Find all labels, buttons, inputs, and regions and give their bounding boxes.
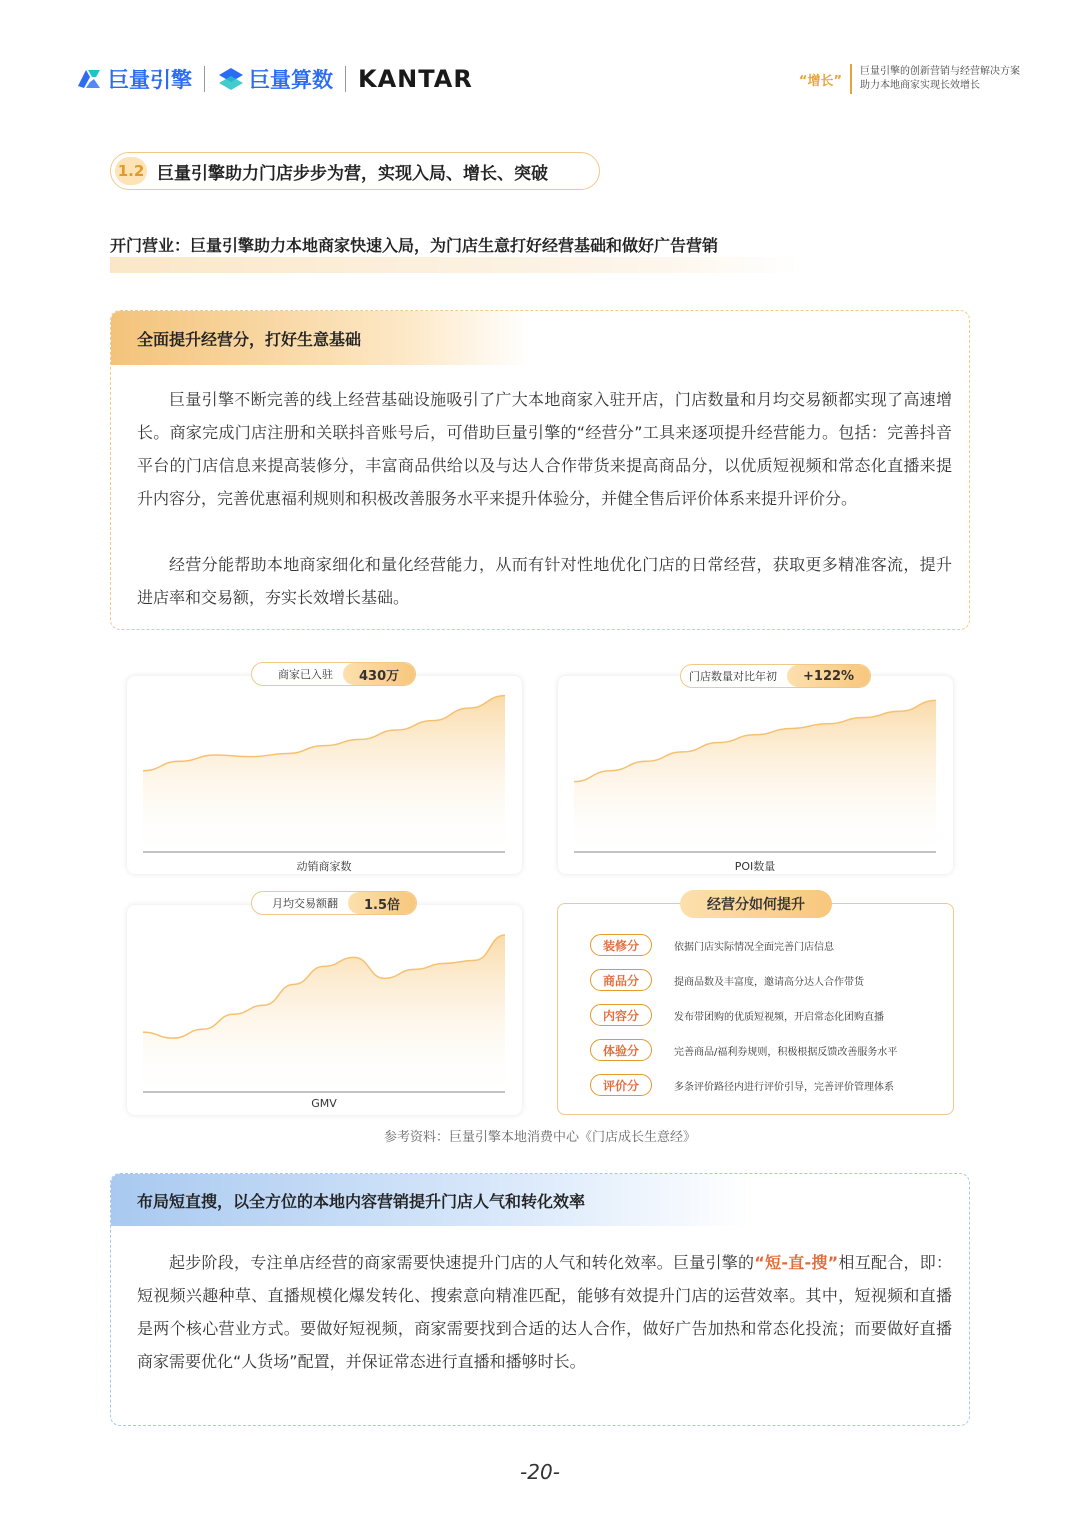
tagline-line-1: 巨量引擎的创新营销与经营解决方案 <box>860 66 1020 77</box>
poi-pill <box>680 664 871 688</box>
section-title: 巨量引擎助力门店步步为营，实现入局、增长、突破 <box>157 163 548 184</box>
business-score-paragraph-2: 经营分能帮助本地商家细化和量化经营能力，从而有针对性地优化门店的日常经营，获取更多精准客流，提升进店率和交易额，夯实长效增长基础。 <box>137 555 952 607</box>
business-score-box-title: 全面提升经营分，打好生意基础 <box>111 311 531 365</box>
merchant-pill-value: 430万 <box>343 663 415 685</box>
score-tag: 内容分 <box>590 1004 652 1026</box>
merchant-x-label: 动销商家数 <box>296 860 352 873</box>
gmv-x-label: GMV <box>311 1097 337 1110</box>
growth-badge: “增长” <box>798 73 842 89</box>
section-number: 1.2 <box>115 157 147 185</box>
area-fill <box>574 700 936 852</box>
gmv-pill <box>251 891 417 915</box>
area-fill <box>143 935 505 1092</box>
score-tag: 体验分 <box>590 1039 652 1061</box>
score-desc: 依据门店实际情况全面完善门店信息 <box>674 941 834 953</box>
gmv-pill-label: 月均交易额翻 <box>272 897 338 910</box>
score-row <box>590 1074 894 1096</box>
area-fill <box>143 696 505 852</box>
short-live-search-paragraph <box>137 1246 952 1378</box>
score-row <box>590 969 864 991</box>
page-number: -20- <box>520 1460 560 1484</box>
subheading: 开门营业：巨量引擎助力本地商家快速入局，为门店生意打好经营基础和做好广告营销 <box>110 236 719 255</box>
poi-area-chart <box>574 700 936 852</box>
score-tag: 商品分 <box>590 969 652 991</box>
short-live-search-box-title: 布局短直搜，以全方位的本地内容营销提升门店人气和转化效率 <box>111 1174 751 1226</box>
business-score-paragraph-1: 巨量引擎不断完善的线上经营基础设施吸引了广大本地商家入驻开店，门店数量和月均交易额都实现了高速增长。商家完成门店注册和关联抖音账号后，可借助巨量引擎的“经营分”工具来逐项提升经营能力。包括：完善抖音平台的门店信息来提高装修分，丰富商品供给以及与达人合作带货来提高商品分，以优质短视频和常态化直播来提升内容分，完善优惠福利规则和积极改善服务水平来提升体验分，并健全售后评价体系来提升评价分。 <box>137 390 952 508</box>
score-tag: 评价分 <box>590 1074 652 1096</box>
score-desc: 完善商品/福利券规则，积极根据反馈改善服务水平 <box>674 1046 898 1058</box>
merchant-area-chart <box>143 696 505 852</box>
score-desc: 提商品数及丰富度，邀请高分达人合作带货 <box>674 976 864 988</box>
merchant-pill-label: 商家已入驻 <box>278 668 333 681</box>
score-row <box>590 1004 884 1026</box>
paragraph-text-before: 起步阶段，专注单店经营的商家需要快速提升门店的人气和转化效率。巨量引擎的 <box>169 1253 755 1272</box>
paragraph-text-after: 相互配合，即：短视频兴趣种草、直播规模化爆发转化、搜索意向精准匹配，能够有效提升门店的运营效率。其中，短视频和直播是两个核心营业方式。要做好短视频，商家需要找到合适的达人合作，做好广告加热和常态化投流；而要做好直播商家需要优化“人货场”配置，并保证常态进行直播和播够时长。 <box>137 1253 952 1371</box>
tagline-line-2: 助力本地商家实现长效增长 <box>860 80 980 91</box>
ocean-engine-logo-text: 巨量引擎 <box>108 68 192 92</box>
gmv-area-chart <box>143 935 505 1092</box>
kantar-logo: KANTAR <box>358 65 473 93</box>
ocean-suanshu-logo-text: 巨量算数 <box>249 68 333 92</box>
score-tag: 装修分 <box>590 934 652 956</box>
merchant-pill <box>251 662 416 686</box>
score-card-title: 经营分如何提升 <box>680 890 832 918</box>
short-live-search-highlight: “短-直-搜” <box>754 1253 839 1272</box>
gmv-pill-value: 1.5倍 <box>348 892 416 914</box>
poi-x-label: POI数量 <box>734 860 776 873</box>
score-desc: 多条评价路径内进行评价引导，完善评价管理体系 <box>674 1081 894 1093</box>
score-desc: 发布带团购的优质短视频，开启常态化团购直播 <box>674 1011 884 1023</box>
score-row <box>590 934 834 956</box>
score-row <box>590 1039 897 1061</box>
poi-pill-label: 门店数量对比年初 <box>689 670 777 683</box>
short-live-search-box <box>110 1173 970 1426</box>
poi-pill-value: +122% <box>787 665 870 687</box>
source-note: 参考资料：巨量引擎本地消费中心《门店成长生意经》 <box>383 1130 696 1145</box>
